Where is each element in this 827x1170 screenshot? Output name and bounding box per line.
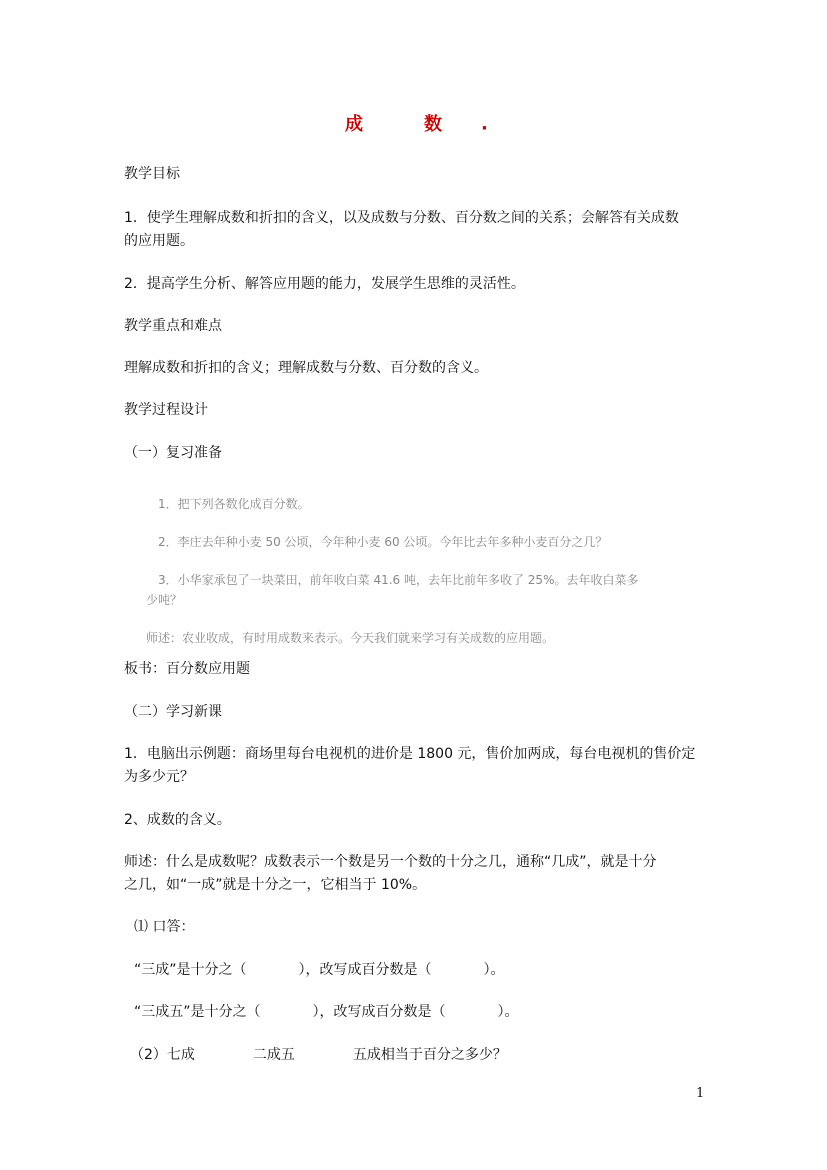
review-item-1: 1．把下列各数化成百分数。 [158,497,310,511]
review-item-2: 2．李庄去年种小麦 50 公顷，今年种小麦 60 公顷。今年比去年多种小麦百分之几？ [158,535,608,549]
question-1-part-a: “三成”是十分之（ [134,962,247,978]
question-1-part-c: ）。 [483,962,505,978]
meaning-line: 2、成数的含义。 [124,812,231,828]
question-3 [130,1044,507,1066]
review-item-3-line-2: 少吨？ [146,593,183,607]
question-3-part-c: 五成相当于百分之多少？ [352,1047,507,1063]
example-line-1: 1．电脑出示例题：商场里每台电视机的进价是 1800 元，售价加两成，每台电视机的售价定 [124,746,696,762]
explain-line-1: 师述：什么是成数呢？成数表示一个数是另一个数的十分之几，通称“几成”，就是十分 [124,854,657,870]
question-1-part-b: ），改写成百分数是（ [298,962,432,978]
page-number: 1 [696,1086,705,1101]
title-char-1: 成 [345,114,363,135]
board-text: 板书：百分数应用题 [124,661,250,677]
question-2-part-a: “三成五”是十分之（ [134,1004,261,1020]
question-1 [134,959,505,981]
question-2-part-b: ），改写成百分数是（ [312,1004,446,1020]
example-line-2: 为多少元？ [124,769,194,785]
question-2 [134,1001,519,1023]
question-2-part-c: ）。 [497,1004,519,1020]
teacher-note: 师述：农业收成，有时用成数来表示。今天我们就来学习有关成数的应用题。 [146,631,555,645]
oral-heading: ⑴ 口答： [134,919,195,935]
goal-1-line-2: 的应用题。 [124,233,194,249]
process-heading: 教学过程设计 [124,402,208,418]
goals-heading: 教学目标 [124,166,180,182]
document-title [0,110,827,139]
title-char-2: 数 [424,114,442,135]
review-item-3-line-1: 3．小华家承包了一块菜田，前年收白菜 41.6 吨，去年比前年多收了 25%。去年收白菜多 [158,573,639,587]
explain-line-2: 之几，如“一成”就是十分之一，它相当于 10%。 [124,877,427,893]
goal-1-line-1: 1．使学生理解成数和折扣的含义，以及成数与分数、百分数之间的关系；会解答有关成数 [124,210,679,226]
question-3-part-b: 二成五 [252,1047,295,1063]
focus-heading: 教学重点和难点 [124,318,222,334]
goal-2: 2．提高学生分析、解答应用题的能力，发展学生思维的灵活性。 [124,276,525,292]
focus-text: 理解成数和折扣的含义；理解成数与分数、百分数的含义。 [124,360,488,376]
question-3-part-a: （2）七成 [130,1047,195,1063]
review-heading: （一）复习准备 [124,445,222,461]
title-dot: · [481,118,488,139]
new-lesson-heading: （二）学习新课 [124,704,222,720]
